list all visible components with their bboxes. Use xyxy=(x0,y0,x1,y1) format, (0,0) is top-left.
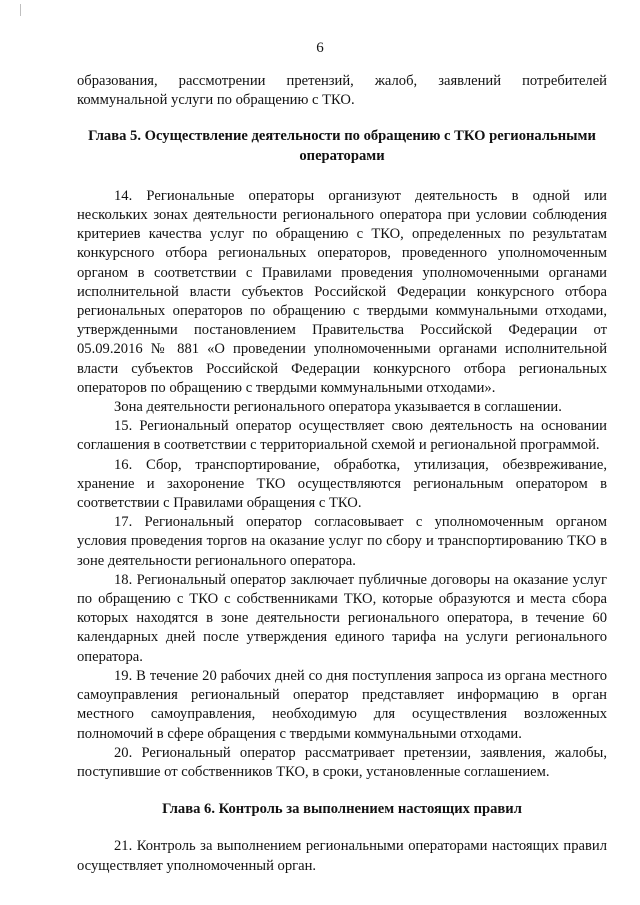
paragraph-16: 16. Сбор, транспортирование, обработка, утилизация, обезвреживание, хранение и захоронение ТКО осуществляются региональным оператором в соответствии с Правилами обращения с ТКО. xyxy=(77,456,607,512)
continuation-paragraph: образования, рассмотрении претензий, жалоб, заявлений потребителей коммунальной услуги по обращению с ТКО. xyxy=(77,73,607,109)
chapter-5-title: Глава 5. Осуществление деятельности по обращению с ТКО региональными операторами xyxy=(88,128,596,164)
chapter-6-title: Глава 6. Контроль за выполнением настоящих правил xyxy=(162,801,522,818)
page-number: 6 xyxy=(316,40,324,56)
paragraph-zone: Зона деятельности регионального оператора указывается в соглашении. xyxy=(114,399,562,416)
paragraph-15: 15. Региональный оператор осуществляет свою деятельность на основании соглашения в соответствии с территориальной схемой и региональной программой. xyxy=(77,418,607,454)
paragraph-17: 17. Региональный оператор согласовывает с уполномоченным органом условия проведения торгов на оказание услуг по сбору и транспортированию ТКО в зоне деятельности регионального оператора. xyxy=(77,514,607,569)
paragraph-19: 19. В течение 20 рабочих дней со дня поступления запроса из органа местного самоуправления региональный оператор представляет информацию в орган местного самоуправления, необходимую для осуществления возложенных полномочий в сфере обращения с твердыми коммунальными отходами. xyxy=(77,667,607,742)
paragraph-14: 14. Региональные операторы организуют деятельность в одной или нескольких зонах деятельности регионального оператора при условии соблюдения критериев качества услуг по обращению с ТКО, определенных по результатам конкурсного отбора региональных операторов, проведенного уполномоченным органом в соответствии с Правилами проведения уполномоченными органами исполнительной власти субъектов Российской Федерации конкурсного отбора региональных операторов по обращению с твердыми коммунальными отходами, утвержденными постановлением Правительства Российской Федерации от 05.09.2016 № 881 «О проведении уполномоченными органами исполнительной власти субъектов Российской Федерации конкурсного отбора региональных операторов по обращению с твердыми коммунальными отходами». xyxy=(77,187,607,396)
paragraph-18: 18. Региональный оператор заключает публичные договоры на оказание услуг по обращению с ТКО с собственниками ТКО, которые образуются и места сбора которых находятся в зоне деятельности регионального оператора, в течение 60 календарных дней после утверждения единого тарифа на услуги регионального оператора. xyxy=(77,571,607,665)
paragraph-21: 21. Контроль за выполнением региональными операторами настоящих правил осуществляет уполномоченный орган. xyxy=(77,838,607,874)
scan-mark xyxy=(20,4,21,16)
document-body xyxy=(77,72,607,876)
paragraph-20: 20. Региональный оператор рассматривает претензии, заявления, жалобы, поступившие от собственников ТКО, в сроки, установленные соглашением. xyxy=(77,744,607,780)
